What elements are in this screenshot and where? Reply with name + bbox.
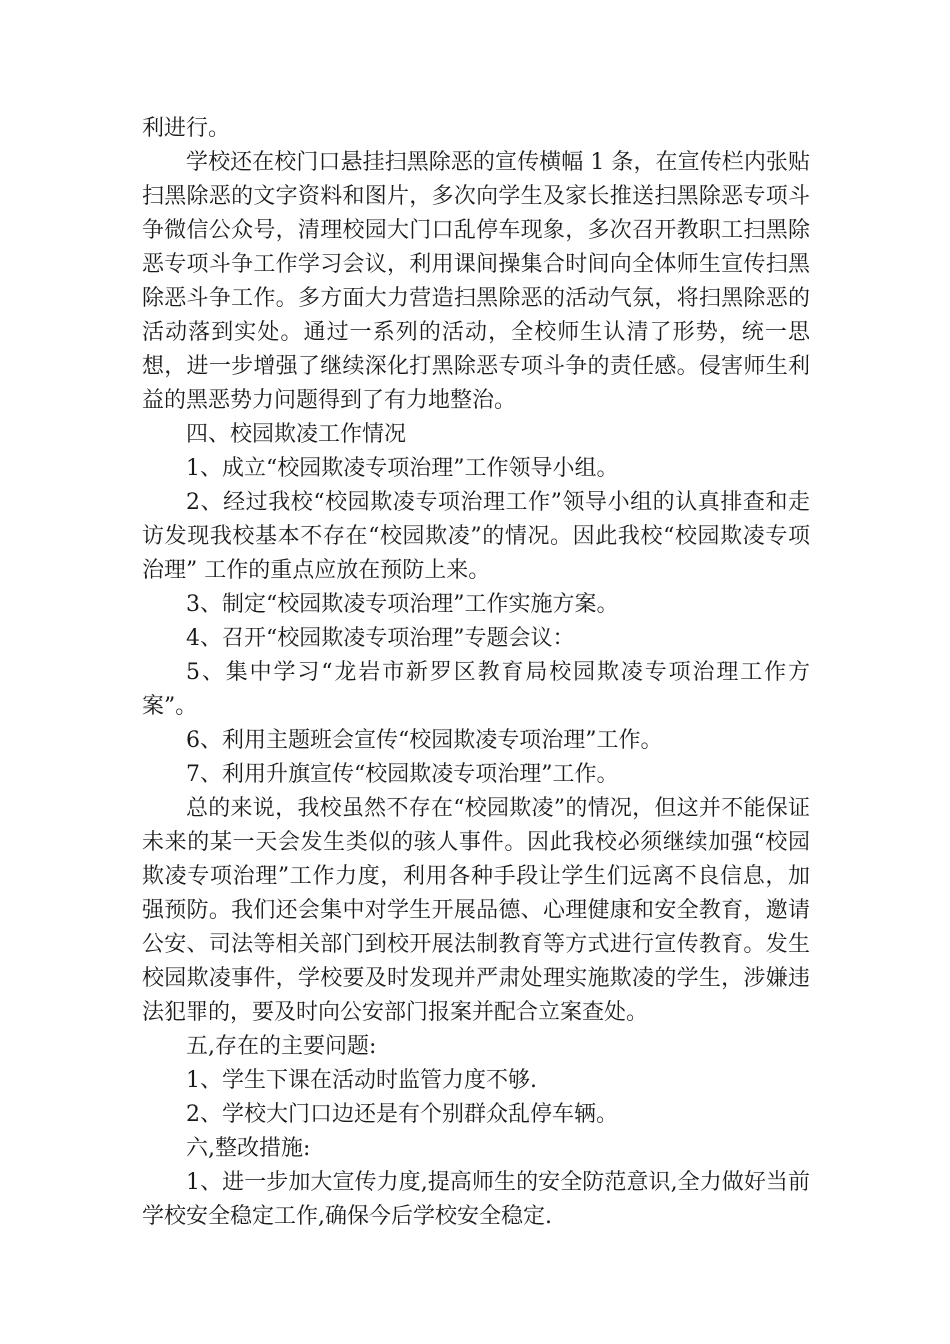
list-item: 2、学校大门口边还是有个别群众乱停车辆。	[186, 1102, 618, 1127]
list-item: 1、学生下课在活动时监管力度不够.	[186, 1068, 537, 1093]
list-item: 1、进一步加大宣传力度,提高师生的安全防范意识,全力做好当前学校安全稳定工作,确保今后学校安全稳定.	[142, 1170, 810, 1229]
list-item: 6、利用主题班会宣传“校园欺凌专项治理”工作。	[186, 728, 663, 753]
list-item: 7、利用升旗宣传“校园欺凌专项治理”工作。	[186, 762, 619, 787]
list-item: 1、成立“校园欺凌专项治理”工作领导小组。	[186, 456, 619, 481]
list-item: 2、经过我校“校园欺凌专项治理工作”领导小组的认真排查和走访发现我校基本不存在“校园欺凌”的情况。因此我校“校园欺凌专项治理” 工作的重点应放在预防上来。	[142, 490, 810, 583]
list-item: 4、召开“校园欺凌专项治理”专题会议：	[186, 626, 575, 651]
list-item: 3、制定“校园欺凌专项治理”工作实施方案。	[186, 592, 619, 617]
list-item: 5、集中学习“龙岩市新罗区教育局校园欺凌专项治理工作方案”。	[142, 660, 810, 719]
document-body	[142, 112, 810, 1234]
section-heading-measures: 六,整改措施:	[186, 1136, 311, 1161]
paragraph-summary: 总的来说，我校虽然不存在“校园欺凌”的情况，但这并不能保证未来的某一天会发生类似的骇人事件。因此我校必须继续加强“校园欺凌专项治理”工作力度，利用各种手段让学生们远离不良信息，加强预防。我们还会集中对学生开展品德、心理健康和安全教育，邀请公安、司法等相关部门到校开展法制教育等方式进行宣传教育。发生校园欺凌事件，学校要及时发现并严肃处理实施欺凌的学生，涉嫌违法犯罪的，要及时向公安部门报案并配合立案查处。	[142, 796, 810, 1025]
paragraph-promotion-activities: 学校还在校门口悬挂扫黑除恶的宣传横幅 1 条，在宣传栏内张贴扫黑除恶的文字资料和图片，多次向学生及家长推送扫黑除恶专项斗争微信公众号，清理校园大门口乱停车现象，多次召开教职工扫黑除恶专项斗争工作学习会议，利用课间操集合时间向全体师生宣传扫黑除恶斗争工作。多方面大力营造扫黑除恶的活动气氛，将扫黑除恶的活动落到实处。通过一系列的活动，全校师生认清了形势，统一思想，进一步增强了继续深化打黑除恶专项斗争的责任感。侵害师生利益的黑恶势力问题得到了有力地整治。	[142, 150, 810, 413]
section-heading-problems: 五,存在的主要问题:	[186, 1034, 377, 1059]
paragraph-continuation: 利进行。	[142, 116, 231, 141]
section-heading-bullying: 四、校园欺凌工作情况	[186, 422, 407, 447]
